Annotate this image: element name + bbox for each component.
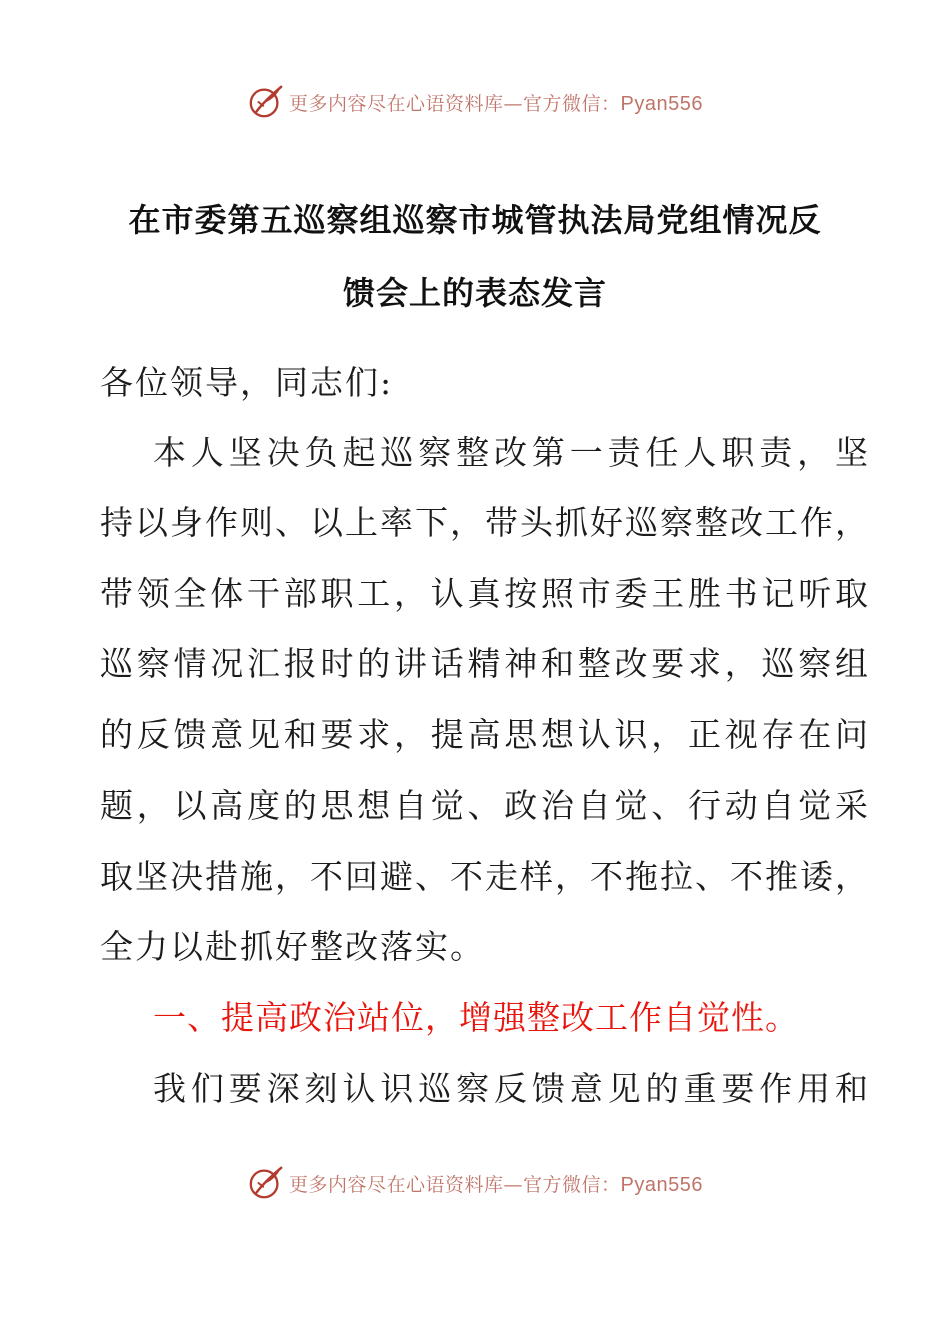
footer-watermark — [0, 1161, 950, 1205]
header-watermark — [0, 80, 950, 124]
section-heading: 一、提高政治站位，增强整改工作自觉性。 — [153, 998, 799, 1037]
quill-seal-icon — [247, 1164, 285, 1202]
paragraph-line: 取坚决措施，不回避、不走样，不拖拉、不推诿， — [100, 857, 870, 896]
paragraph-line: 持以身作则、以上率下，带头抓好巡察整改工作， — [100, 503, 870, 542]
paragraph-line: 我们要深刻认识巡察反馈意见的重要作用和 — [153, 1069, 870, 1108]
watermark-text: 更多内容尽在心语资料库—官方微信：Pyan556 — [289, 92, 703, 115]
watermark-text: 更多内容尽在心语资料库—官方微信：Pyan556 — [289, 1173, 703, 1196]
paragraph-line: 本人坚决负起巡察整改第一责任人职责，坚 — [153, 433, 870, 472]
quill-seal-icon — [247, 83, 285, 121]
wechat-handle: Pyan556 — [620, 92, 703, 115]
document-title-line-2: 馈会上的表态发言 — [342, 274, 607, 312]
paragraph-line: 题，以高度的思想自觉、政治自觉、行动自觉采 — [100, 786, 870, 825]
paragraph-line: 全力以赴抓好整改落实。 — [100, 927, 485, 966]
document-title-line-1: 在市委第五巡察组巡察市城管执法局党组情况反 — [128, 201, 822, 239]
paragraph-line: 巡察情况汇报时的讲话精神和整改要求，巡察组 — [100, 644, 870, 683]
salutation: 各位领导，同志们: — [100, 363, 394, 402]
paragraph-line: 带领全体干部职工，认真按照市委王胜书记听取 — [100, 574, 870, 613]
wechat-handle: Pyan556 — [620, 1173, 703, 1196]
paragraph-line: 的反馈意见和要求，提高思想认识，正视存在问 — [100, 715, 870, 754]
